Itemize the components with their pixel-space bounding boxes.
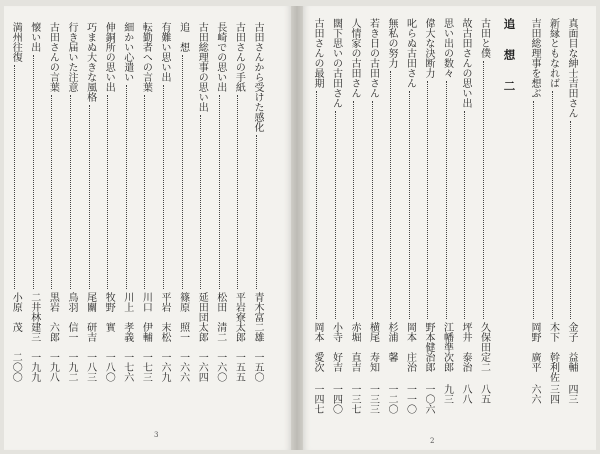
toc-entry	[46, 6, 58, 450]
toc-entry-author: 黒岩 六郎	[47, 292, 59, 342]
toc-entry-author: 篠原 照一	[177, 292, 189, 342]
toc-entry-page: 一六六	[177, 352, 189, 382]
toc-entry-page: 一九八	[47, 352, 59, 382]
toc-leader-dots	[256, 135, 257, 289]
toc-leader-dots	[372, 101, 373, 319]
toc-entry	[139, 6, 151, 450]
toc-entry-title: 古田総理事の思い出	[196, 22, 208, 112]
toc-entry	[214, 6, 226, 450]
toc-entry-page: 六六	[529, 384, 540, 404]
toc-entry-author: 鳥羽 信一	[66, 292, 77, 342]
toc-leader-dots	[353, 101, 354, 319]
toc-entry-page: 一七六	[121, 352, 133, 382]
toc-entry-title: 真面目な紳士吉田さん	[566, 18, 577, 118]
toc-entry	[9, 6, 21, 450]
toc-entry-title: 偉大な決断力	[423, 18, 434, 78]
toc-entry-title: 長崎での思い出	[214, 22, 226, 92]
toc-entry-title: 古田さんの言葉	[47, 22, 59, 92]
toc-entry	[311, 6, 323, 450]
toc-entry-page: 九三	[441, 384, 453, 404]
toc-entry-title: 懐い出	[28, 22, 40, 52]
toc-entry-title: 有難い思い出	[159, 22, 170, 82]
toc-leader-dots	[14, 65, 15, 289]
toc-leader-dots	[409, 91, 410, 319]
toc-entry-page: 一六九	[159, 352, 170, 382]
toc-entry-author: 松田 清二	[214, 292, 226, 342]
toc-entry	[422, 6, 434, 450]
toc-entry-title: 新縁ともなれば	[547, 18, 559, 88]
toc-entry	[547, 6, 559, 450]
toc-leader-dots	[107, 95, 108, 289]
toc-leader-dots	[427, 81, 428, 319]
toc-entry-title: 闊下思いの古田さん	[330, 18, 342, 108]
toc-entry-author: 二井林建三	[28, 292, 40, 342]
toc-entry-page: 一八〇	[103, 352, 115, 382]
toc-entry-author: 金子 益輔	[566, 322, 577, 372]
toc-entry	[330, 6, 342, 450]
toc-entry-page: 一五五	[233, 352, 245, 382]
toc-entry-title: 古田さんの手紙	[233, 22, 245, 92]
toc-entry-author: 平岩寮太郎	[233, 292, 245, 342]
toc-entry-title: 追 想	[177, 22, 189, 52]
toc-entry-title: 若き日の古田さん	[367, 18, 379, 98]
toc-leader-dots	[126, 85, 127, 289]
toc-entry	[65, 6, 77, 450]
toc-entry	[232, 6, 244, 450]
toc-leader-dots	[483, 61, 484, 319]
toc-leader-dots	[570, 121, 571, 319]
toc-entry-page: 八八	[460, 384, 471, 404]
section-heading-text: 追 想 二	[502, 18, 517, 96]
toc-entry	[459, 6, 471, 450]
toc-leader-dots	[316, 91, 317, 319]
toc-entry	[385, 6, 397, 450]
toc-entry-page: 一三七	[349, 384, 360, 414]
toc-entry-author: 延田団太郎	[196, 292, 208, 342]
toc-entry-page: 一六四	[196, 352, 208, 382]
toc-entry	[121, 6, 133, 450]
toc-leader-dots	[237, 95, 238, 289]
toc-entry-title: 思い出の数々	[441, 18, 453, 78]
toc-entry-author: 平岩 末松	[159, 292, 170, 342]
book-gutter	[291, 6, 303, 450]
toc-entry	[177, 6, 189, 450]
toc-entry-page: 一二〇	[386, 384, 397, 414]
toc-entry	[478, 6, 490, 450]
toc-entry	[28, 6, 40, 450]
toc-entry-page: 一四七	[312, 384, 323, 414]
right-page	[303, 6, 596, 450]
toc-leader-dots	[33, 55, 34, 289]
toc-entry-author: 小寺 好吉	[330, 322, 342, 372]
toc-entry-author: 江幡準次郎	[441, 322, 453, 372]
toc-leader-dots	[163, 85, 164, 289]
toc-leader-dots	[219, 95, 220, 289]
toc-entry-author: 牧野 實	[103, 292, 115, 332]
toc-entry-page: 一五〇	[252, 352, 263, 382]
toc-entry-author: 岡本 庄治	[404, 322, 416, 372]
toc-entry-page: 一九九	[28, 352, 40, 382]
toc-entry-author: 横尾 寿知	[367, 322, 379, 372]
toc-entry-title: 行き届いた注意	[66, 22, 77, 92]
toc-entry-page: 一一〇	[404, 384, 416, 414]
toc-entry-page: 一三三	[367, 384, 379, 414]
toc-entry-author: 川上 孝義	[121, 292, 133, 342]
toc-leader-dots	[464, 111, 465, 319]
toc-leader-dots	[446, 81, 447, 319]
toc-entry-author: 小原 茂	[10, 292, 22, 332]
toc-entry-title: 古田と僕	[478, 18, 490, 58]
toc-entry-title: 故古田さんの思い出	[460, 18, 471, 108]
toc-entry-author: 久保田定二	[478, 322, 490, 372]
toc-entry-title: 無私の努力	[386, 18, 397, 68]
toc-entry	[441, 6, 453, 450]
toc-entry-title: 古田さんから受けた感化	[252, 22, 263, 132]
toc-entry-title: 巧まぬ大きな風格	[84, 22, 96, 102]
toc-entry-page: 一四〇	[330, 384, 342, 414]
toc-entry-page: 一九二	[66, 352, 77, 382]
toc-entry-title: 伸銅所の思い出	[103, 22, 115, 92]
toc-entry-title: 細かい心遣い	[121, 22, 133, 82]
toc-entry-title: 古田さんの最期	[312, 18, 323, 88]
toc-entry	[195, 6, 207, 450]
toc-entry-author: 青木富二雄	[252, 292, 263, 342]
toc-entry-author: 木下 幹利佐	[547, 322, 559, 382]
toc-entry-author: 赤堀 直吉	[349, 322, 360, 372]
toc-entry-title: 満州往復	[10, 22, 22, 62]
toc-entry-title: 人情家の古田さん	[349, 18, 360, 98]
toc-leader-dots	[51, 95, 52, 289]
toc-entry-page: 一八三	[84, 352, 96, 382]
toc-entry	[102, 6, 114, 450]
toc-entry-author: 尾關 研吉	[84, 292, 96, 342]
toc-entry	[367, 6, 379, 450]
toc-leader-dots	[182, 55, 183, 289]
toc-entry	[84, 6, 96, 450]
toc-entry	[404, 6, 416, 450]
toc-entry-author: 杉浦 馨	[386, 322, 397, 362]
toc-entry-page: 四三	[566, 384, 577, 404]
toc-entry	[251, 6, 263, 450]
left-page	[4, 6, 291, 450]
page-number: 3	[154, 431, 159, 439]
toc-entry-author: 岡本 愛次	[312, 322, 323, 372]
toc-leader-dots	[89, 105, 90, 289]
toc-entry-page: 八五	[478, 384, 490, 404]
toc-leader-dots	[390, 71, 391, 319]
toc-entry-title: 吉田総理事を想ぶ	[529, 18, 540, 98]
toc-entry-page: 一七三	[140, 352, 152, 382]
section-heading	[504, 6, 518, 450]
page-number: 2	[430, 437, 435, 445]
toc-leader-dots	[144, 95, 145, 289]
toc-entry-page: 三四	[547, 384, 559, 404]
toc-entry-title: 転勤者への言葉	[140, 22, 152, 92]
toc-leader-dots	[552, 91, 553, 319]
toc-leader-dots	[70, 95, 71, 289]
toc-entry	[528, 6, 540, 450]
toc-entry	[348, 6, 360, 450]
toc-leader-dots	[200, 115, 201, 289]
toc-entry-author: 川口 伊輔	[140, 292, 152, 342]
toc-entry-page: 一〇六	[423, 384, 434, 414]
toc-entry-author: 坪井 泰治	[460, 322, 471, 372]
toc-entry-page: 二〇〇	[10, 352, 22, 382]
toc-entry-title: 叱らぬ古田さん	[404, 18, 416, 88]
toc-entry	[565, 6, 577, 450]
toc-entry-page: 一六〇	[214, 352, 226, 382]
toc-leader-dots	[335, 111, 336, 319]
toc-entry	[158, 6, 170, 450]
toc-leader-dots	[533, 101, 534, 319]
toc-entry-author: 野本健治郎	[423, 322, 434, 372]
toc-entry-author: 岡野 廣平	[529, 322, 540, 372]
